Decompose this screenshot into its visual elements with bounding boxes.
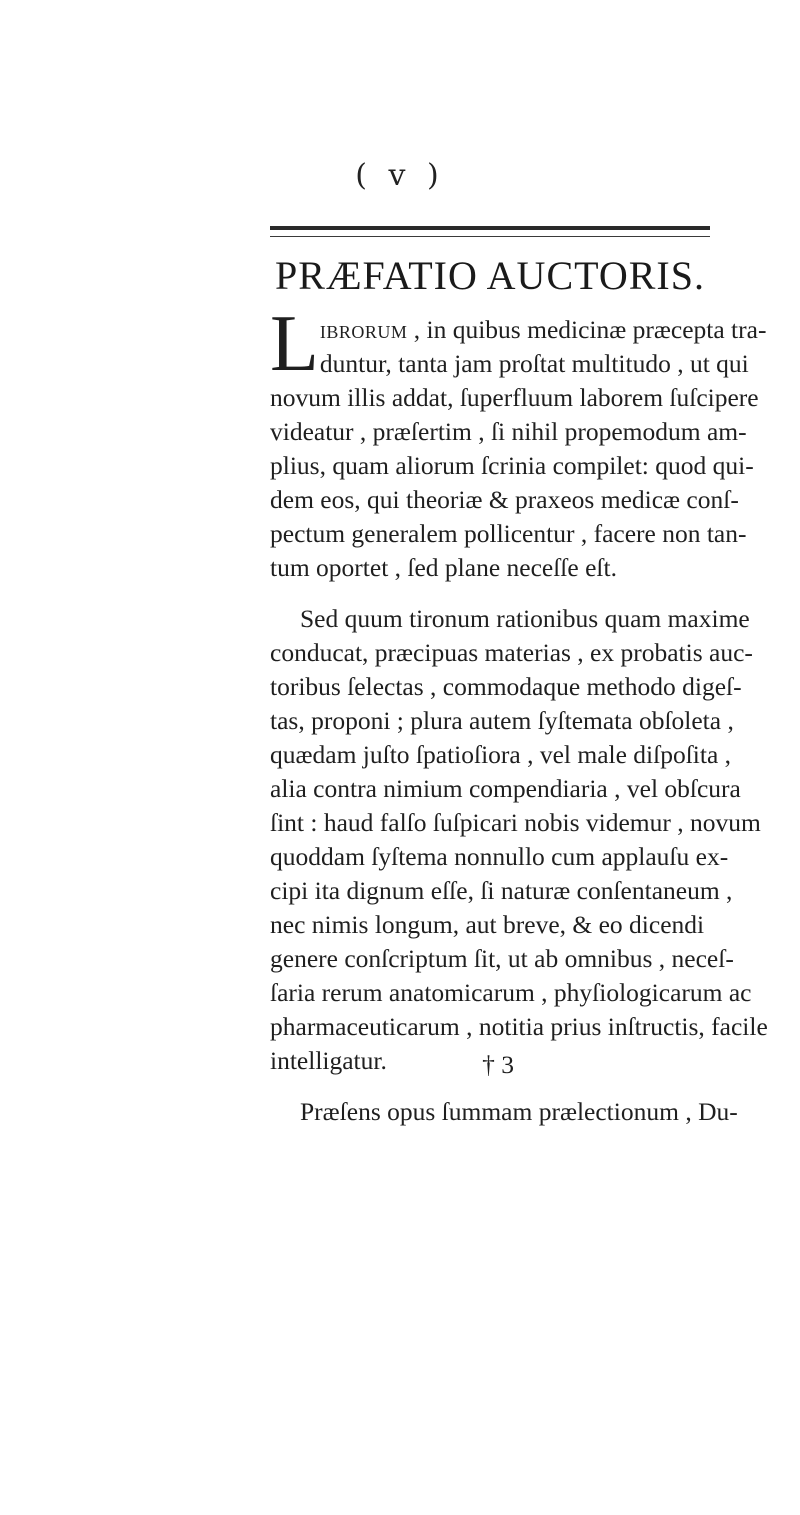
text-line: quoddam ſyſtema nonnullo cum applauſu ex- (270, 842, 729, 871)
text-line: Sed quum tironum rationibus quam maxime (300, 604, 750, 633)
text-line: toribus ſelectas , commodaque methodo digeſ- (270, 672, 742, 701)
text-line: ſaria rerum anatomicarum , phyſiologicarum ac (270, 978, 752, 1007)
text-line: quædam juſto ſpatioſiora , vel male diſpoſita , (270, 740, 732, 769)
text-line: tas, proponi ; plura autem ſyſtemata obſoleta , (270, 706, 734, 735)
text-line: nec nimis longum, aut breve, & eo dicendi (270, 910, 705, 939)
text-line: cipi ita dignum eſſe, ſi naturæ conſentaneum , (270, 876, 733, 905)
page-title: PRÆFATIO AUCTORIS. (275, 253, 705, 298)
text-line: tum oportet , ſed plane neceſſe eſt. (270, 553, 617, 582)
text-line: videatur , præſertim , ſi nihil propemodum am- (270, 417, 747, 446)
text-line: conducat, præcipuas materias , ex probatis auc- (270, 638, 753, 667)
text-line: genere conſcriptum ſit, ut ab omnibus , neceſ- (270, 944, 734, 973)
text-line: Præſens opus ſummam prælectionum , Du- (300, 1097, 738, 1126)
first-word-smallcaps: ibrorum (319, 315, 408, 344)
text-line: plius, quam aliorum ſcrinia compilet: quod qui- (270, 451, 754, 480)
paragraph-1 (270, 300, 767, 585)
text-line: pharmaceuticarum , notitia prius inſtructis, facile (270, 1012, 768, 1041)
text-line: novum illis addat, ſuperfluum laborem ſuſcipere (270, 383, 759, 412)
text-line-part: , in quibus medicinæ præcepta tra- (413, 315, 767, 344)
header-rule-thick (270, 226, 710, 230)
page-number: ( v ) (355, 158, 445, 193)
text-line: duntur, tanta jam proſtat multitudo , ut qui (319, 349, 749, 378)
text-line: intelligatur. (270, 1046, 387, 1075)
header-rule-thin (270, 236, 710, 237)
drop-cap: L (270, 300, 319, 388)
text-line: alia contra nimium compendiaria , vel obſcura (270, 774, 741, 803)
body-text (270, 300, 768, 1146)
text-line: dem eos, qui theoriæ & praxeos medicæ conſ- (270, 485, 739, 514)
signature-mark: † 3 (482, 1050, 514, 1079)
paragraph-2 (270, 602, 768, 1078)
paragraph-3 (270, 1095, 738, 1129)
text-line: pectum generalem pollicentur , facere non tan- (270, 519, 747, 548)
text-line (270, 313, 767, 347)
text-line: ſint : haud falſo ſuſpicari nobis videmur , novum (270, 808, 761, 837)
